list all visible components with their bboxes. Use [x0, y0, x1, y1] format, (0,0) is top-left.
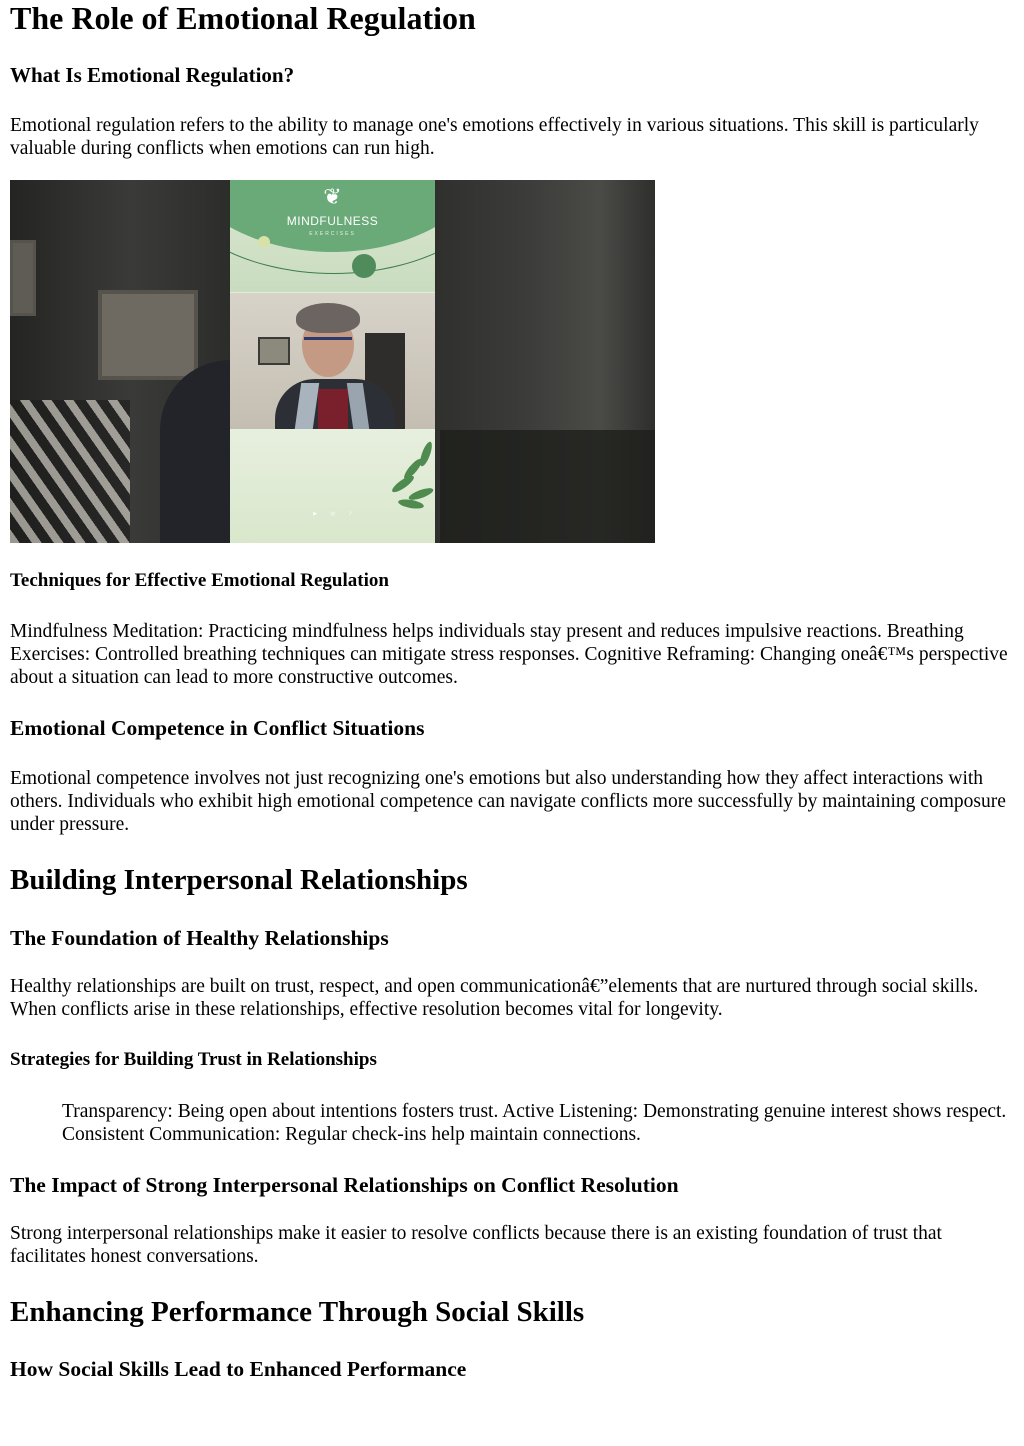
section-heading-performance: Enhancing Performance Through Social Skills	[10, 1296, 585, 1328]
lotus-icon: ❦	[323, 185, 342, 210]
subheading-foundation: The Foundation of Healthy Relationships	[10, 926, 389, 950]
wall-picture-edge	[10, 240, 36, 316]
paragraph-techniques: Mindfulness Meditation: Practicing mindfulness helps individuals stay present and reduces impulsive reactions. Breathing Exercises: Controlled breathing techniques can mitigate stress responses. Cognitive Reframing: Changing oneâ€™s perspective about a situation can lead to more constructive outcomes.	[10, 621, 1008, 688]
decor-dot-small	[258, 236, 270, 248]
speaker-glasses	[304, 337, 352, 352]
card-subtitle: EXERCISES	[309, 231, 356, 237]
photo-wall-picture	[258, 337, 290, 365]
subheading-impact: The Impact of Strong Interpersonal Relationships on Conflict Resolution	[10, 1173, 679, 1197]
speaker-shirt	[318, 389, 348, 429]
subheading-what-is-emotional-regulation: What Is Emotional Regulation?	[10, 63, 295, 87]
dark-foreground	[440, 430, 655, 543]
card-title: MINDFULNESS	[286, 214, 379, 228]
subheading-building-trust: Strategies for Building Trust in Relationships	[10, 1049, 377, 1070]
mindfulness-card	[230, 180, 435, 543]
subheading-emotional-competence: Emotional Competence in Conflict Situations	[10, 716, 425, 740]
decor-dot-large	[352, 254, 376, 278]
wall-picture	[98, 290, 198, 380]
instagram-icon: ◎	[330, 511, 336, 517]
section-heading-relationships: Building Interpersonal Relationships	[10, 864, 468, 896]
speaker-photo	[230, 293, 435, 429]
subheading-how-social-skills: How Social Skills Lead to Enhanced Performance	[10, 1357, 467, 1381]
social-links-row	[230, 510, 435, 518]
paragraph-foundation: Healthy relationships are built on trust, respect, and open communicationâ€”elements that are nurtured through social skills. When conflicts arise in these relationships, effective resolution becomes vital for longevity.	[10, 976, 979, 1020]
tiktok-icon: ♪	[348, 511, 352, 517]
zebra-cushion	[10, 400, 130, 543]
paragraph-what-is-emotional-regulation: Emotional regulation refers to the ability to manage one's emotions effectively in various situations. This skill is particularly valuable during conflicts when emotions can run high.	[10, 115, 979, 159]
video-thumbnail[interactable]	[10, 180, 655, 543]
speaker-hair	[296, 303, 360, 333]
paragraph-impact: Strong interpersonal relationships make it easier to resolve conflicts because there is an existing foundation of trust that facilitates honest conversations.	[10, 1223, 942, 1267]
section-heading-emotional-regulation: The Role of Emotional Regulation	[10, 0, 476, 36]
paragraph-emotional-competence: Emotional competence involves not just recognizing one's emotions but also understanding how they affect interactions with others. Individuals who exhibit high emotional competence can navigate conflicts more successfully by maintaining composure under pressure.	[10, 768, 1006, 835]
blockquote-trust-strategies: Transparency: Being open about intentions fosters trust. Active Listening: Demonstrating genuine interest shows respect. Consistent Communication: Regular check-ins help maintain connections.	[62, 1101, 1007, 1145]
youtube-icon: ▶	[313, 511, 318, 517]
subheading-techniques: Techniques for Effective Emotional Regulation	[10, 570, 389, 591]
